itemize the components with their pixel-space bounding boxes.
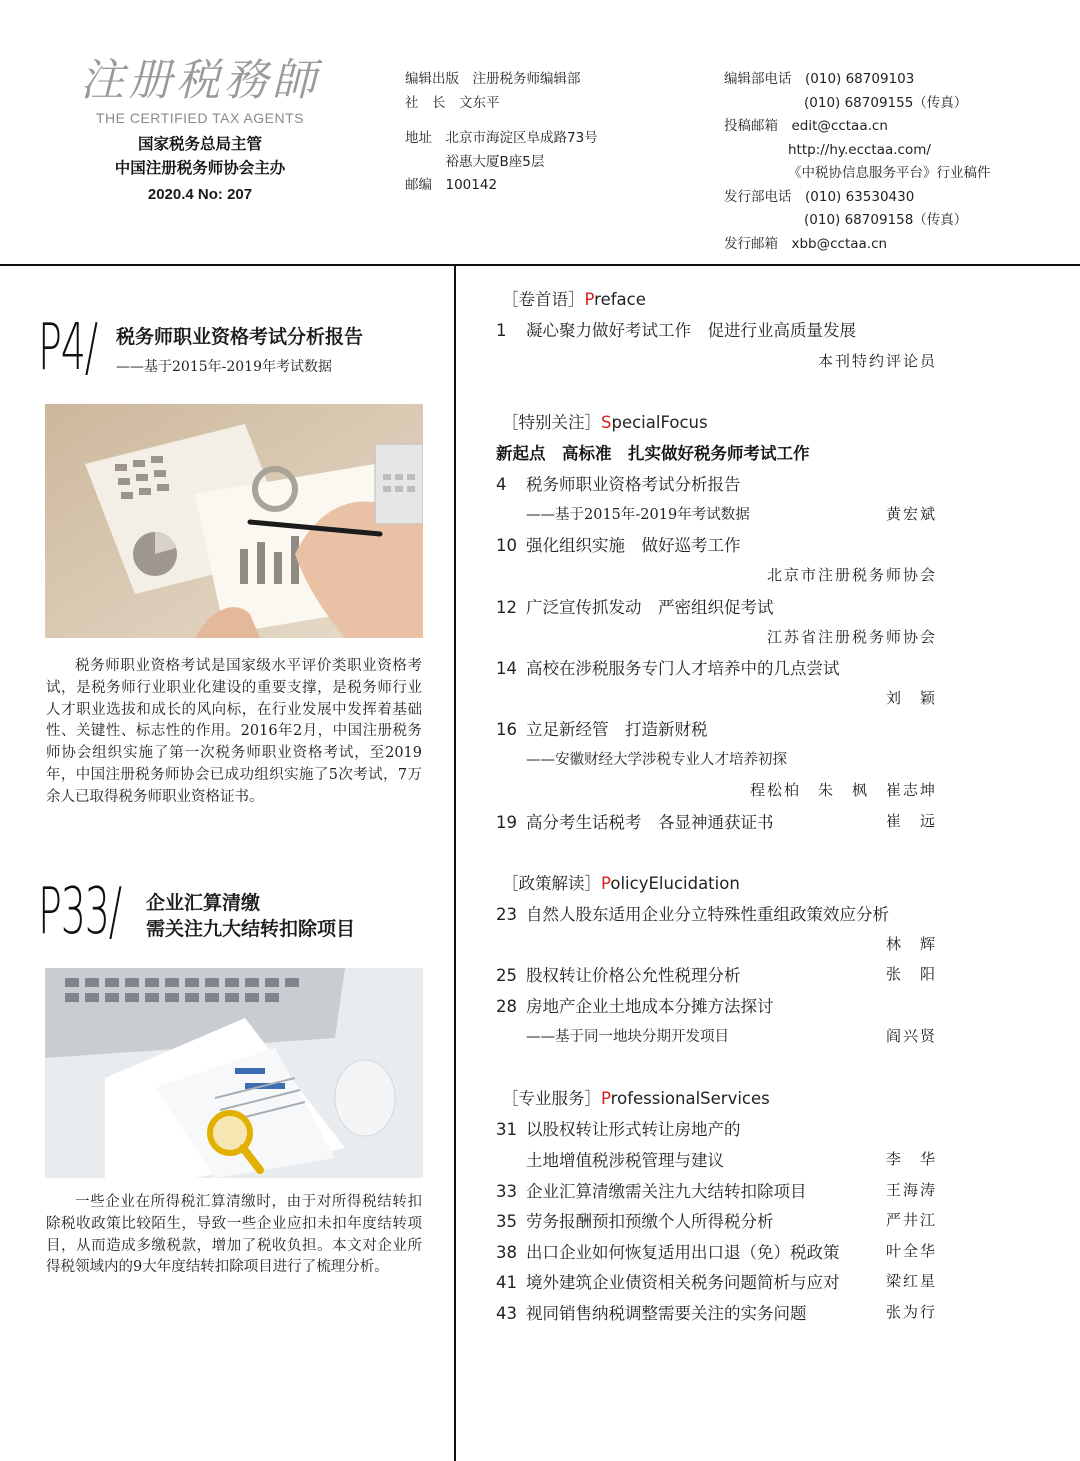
- toc-entry[interactable]: 4 税务师职业资格考试分析报告: [496, 475, 741, 494]
- section-header-special-focus: [502, 409, 708, 433]
- toc-author: 张为行: [885, 1303, 937, 1321]
- toc-entry[interactable]: 14 高校在涉税服务专门人才培养中的几点尝试: [496, 659, 840, 678]
- platform-name: 《中税协信息服务平台》行业稿件: [788, 165, 991, 181]
- feature-photo-charts: [45, 404, 423, 638]
- section-header-policy: [502, 870, 740, 894]
- toc-entry[interactable]: 33 企业汇算清缴需关注九大结转扣除项目: [496, 1182, 807, 1201]
- feature-photo-laptop: [45, 968, 423, 1178]
- toc-author: 刘 颖: [885, 689, 937, 707]
- section-label-en: olicyElucidation: [610, 874, 740, 893]
- feature-p4-header: [38, 311, 364, 385]
- section-header-preface: [502, 286, 646, 310]
- postcode-line: 邮编 100142: [405, 177, 498, 193]
- submission-email[interactable]: 投稿邮箱 edit@cctaa.cn: [724, 118, 888, 134]
- editorial-phone: 编辑部电话 (010) 68709103: [724, 71, 915, 87]
- feature-page-number: P4/: [38, 311, 97, 385]
- toc-author: 李 华: [885, 1150, 937, 1168]
- magazine-logo: 注册税務師: [80, 55, 320, 106]
- section-initial: P: [584, 290, 595, 309]
- distribution-phone: 发行部电话 (010) 63530430: [724, 188, 915, 205]
- column-divider: [454, 266, 456, 1461]
- organizer: 中国注册税务师协会主办: [114, 159, 286, 177]
- toc-author: 叶全华: [885, 1242, 937, 1260]
- feature-summary: 一些企业在所得税汇算清缴时，由于对所得税结转扣除税收政策比较陌生，导致一些企业应扣未扣年度结转项目，从而造成多缴税款，增加了税收负担。本文对企业所得税领域内的9大年度结转扣除项目进行了梳理分析。: [46, 1194, 422, 1276]
- feature-title[interactable]: 税务师职业资格考试分析报告: [116, 326, 364, 348]
- feature-title-line2[interactable]: 需关注九大结转扣除项目: [146, 918, 356, 940]
- publisher-info: [405, 68, 598, 198]
- address-line: 地址 北京市海淀区阜成路73号: [405, 130, 598, 146]
- feature-page-number: P33/: [38, 875, 121, 949]
- section-label-en: reface: [594, 290, 646, 309]
- toc-subtitle: ——基于同一地块分期开发项目: [526, 1029, 729, 1045]
- toc-subtitle: ——安徽财经大学涉税专业人才培养初探: [526, 752, 787, 768]
- toc-entry[interactable]: 31 以股权转让形式转让房地产的: [496, 1120, 741, 1139]
- feature-summary: 税务师职业资格考试是国家级水平评价类职业资格考试，是税务师行业职业化建设的重要支撑，是税务师行业人才职业选拔和成长的风向标，在行业发展中发挥着基础性、关键性、标志性的作用。2016年2月，中国注册税务师协会组织实施了第一次税务师职业资格考试，至2019年，中国注册税务师协会已成功组织实施了5次考试，7万余人已取得税务师职业资格证书。: [46, 658, 422, 805]
- platform-url[interactable]: http://hy.ecctaa.com/: [788, 141, 931, 158]
- editorial-fax: (010) 68709155（传真）: [804, 94, 968, 111]
- toc-subtitle: ——基于2015年-2019年考试数据: [526, 507, 750, 523]
- feature-subtitle: ——基于2015年-2019年考试数据: [116, 359, 332, 375]
- supervisor: 国家税务总局主管: [137, 135, 262, 153]
- special-focus-topic: 新起点 高标准 扎实做好税务师考试工作: [496, 444, 810, 463]
- section-label: ［卷首语］: [502, 290, 585, 309]
- toc-entry[interactable]: 35 劳务报酬预扣预缴个人所得税分析: [496, 1212, 774, 1231]
- toc-author: 程松柏 朱 枫 崔志坤: [749, 781, 937, 799]
- toc-entry[interactable]: 1 凝心聚力做好考试工作 促进行业高质量发展: [496, 321, 856, 340]
- toc-entry[interactable]: 38 出口企业如何恢复适用出口退（免）税政策: [496, 1243, 840, 1262]
- masthead: [60, 52, 340, 203]
- toc-entry[interactable]: 19 高分考生话税考 各显神通获证书: [496, 813, 774, 832]
- toc-author: 梁红星: [885, 1272, 937, 1290]
- section-initial: P: [601, 1089, 611, 1108]
- address-line-2: 裕惠大厦B座5层: [405, 153, 545, 170]
- toc-entry[interactable]: 10 强化组织实施 做好巡考工作: [496, 536, 741, 555]
- section-label: ［政策解读］: [502, 874, 601, 893]
- magazine-logo-english: THE CERTIFIED TAX AGENTS: [95, 110, 305, 126]
- toc-entry[interactable]: 12 广泛宣传抓发动 严密组织促考试: [496, 598, 774, 617]
- toc-author: 严井江: [885, 1211, 937, 1229]
- toc-author: 张 阳: [885, 965, 937, 983]
- toc-entry[interactable]: 28 房地产企业土地成本分摊方法探讨: [496, 997, 774, 1016]
- distribution-email[interactable]: 发行邮箱 xbb@cctaa.cn: [724, 235, 888, 252]
- toc-entry[interactable]: 23 自然人股东适用企业分立特殊性重组政策效应分析: [496, 905, 889, 924]
- contact-info: [724, 68, 991, 256]
- section-initial: S: [601, 413, 612, 432]
- toc-author: 林 辉: [885, 935, 937, 953]
- toc-author: 北京市注册税务师协会: [766, 566, 937, 584]
- issue-number: 2020.4 No: 207: [147, 186, 253, 203]
- feature-p33-header: [38, 875, 356, 949]
- header-divider: [0, 264, 1080, 266]
- section-label-en: pecialFocus: [611, 413, 708, 432]
- section-label: ［特别关注］: [502, 413, 601, 432]
- feature-title-line1[interactable]: 企业汇算清缴: [146, 892, 261, 914]
- section-label: ［专业服务］: [502, 1089, 601, 1108]
- distribution-fax: (010) 68709158（传真）: [804, 212, 968, 228]
- toc-author: 王海涛: [885, 1181, 937, 1199]
- toc-author: 江苏省注册税务师协会: [766, 628, 937, 646]
- director-line: 社 长 文东平: [405, 94, 500, 111]
- section-label-en: rofessionalServices: [610, 1089, 770, 1108]
- toc-entry[interactable]: 25 股权转让价格公允性税理分析: [496, 966, 741, 985]
- toc-entry[interactable]: 43 视同销售纳税调整需要关注的实务问题: [496, 1304, 807, 1323]
- toc-author: 崔 远: [885, 812, 937, 830]
- toc-entry-continued[interactable]: 土地增值税涉税管理与建议: [526, 1151, 724, 1170]
- section-header-professional: [502, 1085, 770, 1109]
- toc-author: 黄宏斌: [885, 505, 937, 523]
- toc-entry[interactable]: 16 立足新经管 打造新财税: [496, 720, 708, 739]
- toc-entry[interactable]: 41 境外建筑企业债资相关税务问题简析与应对: [496, 1273, 840, 1292]
- editor-line: 编辑出版 注册税务师编辑部: [405, 71, 581, 87]
- section-initial: P: [601, 874, 611, 893]
- toc-author: 本刊特约评论员: [817, 352, 937, 370]
- toc-author: 阎兴贤: [885, 1027, 937, 1045]
